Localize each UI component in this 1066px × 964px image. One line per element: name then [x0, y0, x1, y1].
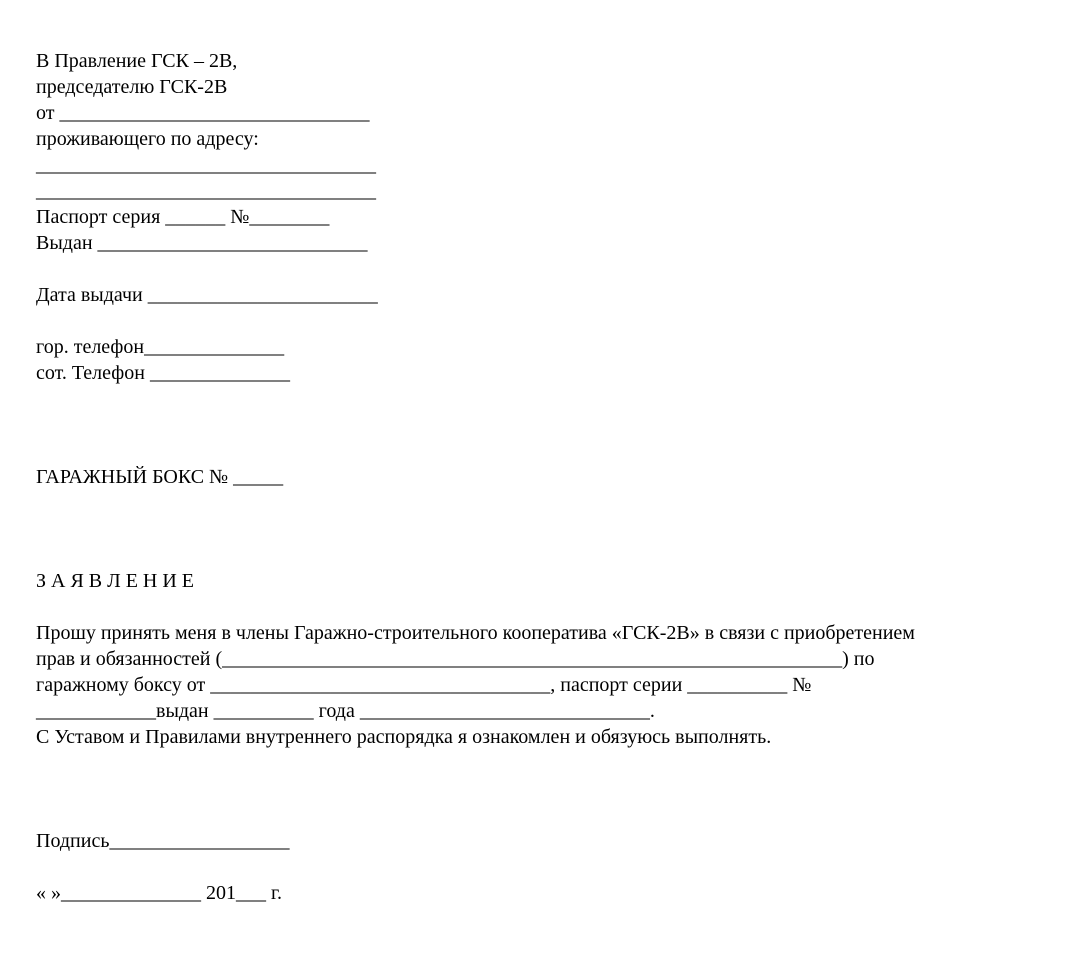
mobile-phone-field: сот. Телефон ______________	[36, 362, 290, 384]
passport-field: Паспорт серия ______ №________	[36, 206, 330, 228]
addressee-chairman: председателю ГСК-2В	[36, 76, 228, 98]
date-field: « »______________ 201___ г.	[36, 882, 282, 904]
from-field: от _______________________________	[36, 102, 370, 124]
body-line-4: ____________выдан __________ года _____________________________.	[36, 700, 655, 722]
addressee-board: В Правление ГСК – 2В,	[36, 50, 238, 72]
address-label: проживающего по адресу:	[36, 128, 259, 150]
garage-box-number: ГАРАЖНЫЙ БОКС № _____	[36, 466, 284, 488]
issued-by-field: Выдан ___________________________	[36, 232, 368, 254]
body-line-2: прав и обязанностей (______________________________________________________________) по	[36, 648, 875, 670]
address-line-2: __________________________________	[36, 180, 376, 202]
issue-date-field: Дата выдачи _______________________	[36, 284, 378, 306]
signature-field: Подпись__________________	[36, 830, 290, 852]
body-line-1: Прошу принять меня в члены Гаражно-строительного кооператива «ГСК-2В» в связи с приобретением	[36, 622, 915, 644]
document-title: З А Я В Л Е Н И Е	[36, 570, 195, 592]
body-line-5: С Уставом и Правилами внутреннего распорядка я ознакомлен и обязуюсь выполнять.	[36, 726, 772, 748]
body-line-3: гаражному боксу от __________________________________, паспорт серии __________ №	[36, 674, 812, 696]
address-line-1: __________________________________	[36, 154, 376, 176]
home-phone-field: гор. телефон______________	[36, 336, 285, 358]
